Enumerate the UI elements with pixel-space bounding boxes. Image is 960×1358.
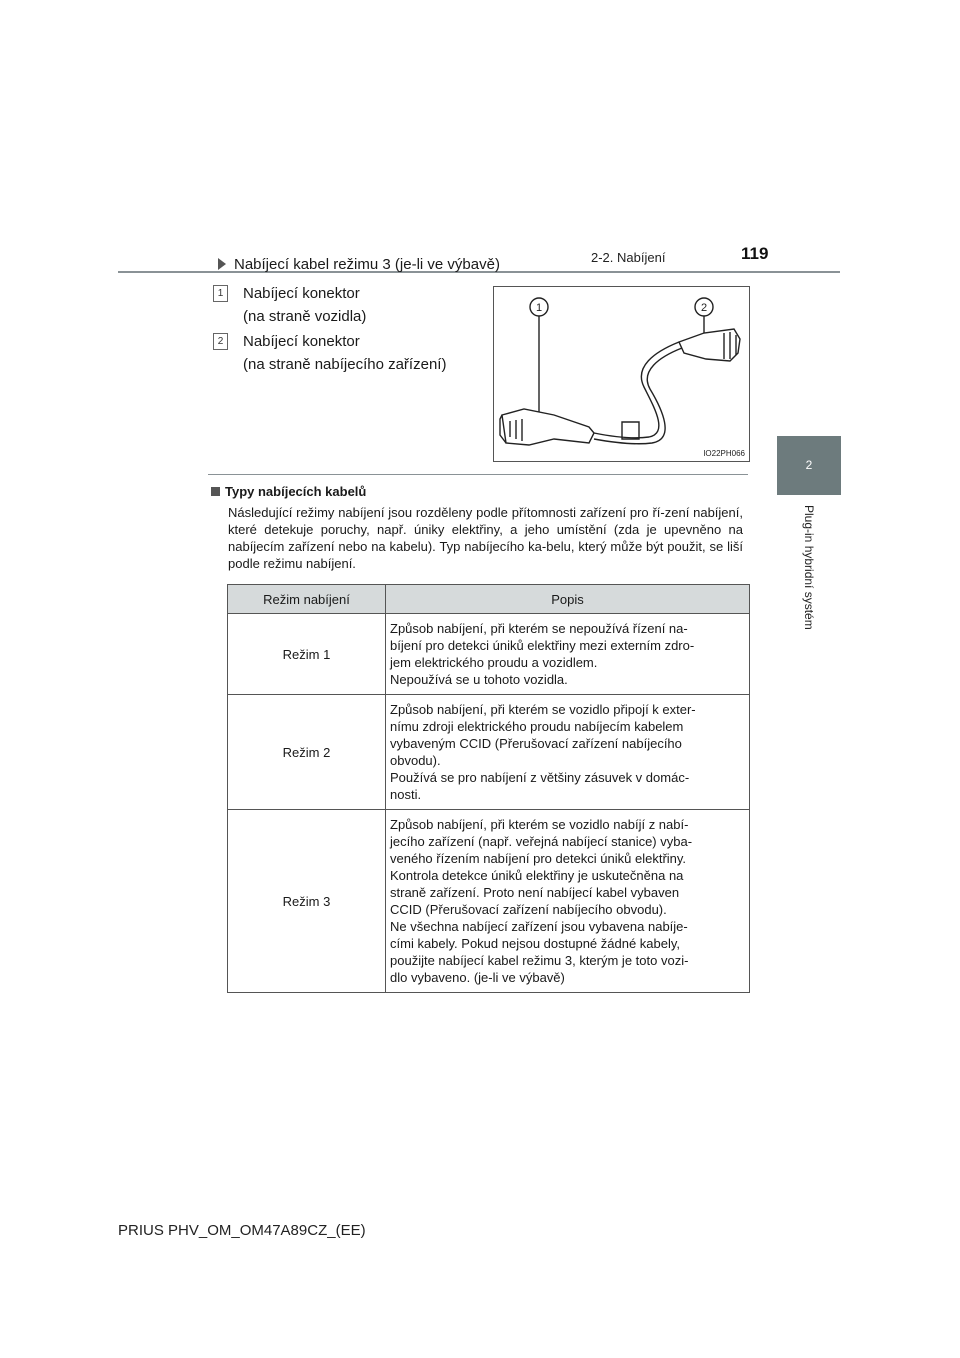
description-line: dlo vybaveno. (je-li ve výbavě) [390,970,565,985]
description-line: nosti. [390,787,422,802]
station-connector-body [679,329,740,361]
section-paragraph: Následující režimy nabíjení jsou rozděleny podle přítomnosti zařízení pro ří-zení nabíjení, které detekuje poruchy, např. úniky elektřiny, a jeho umístění (zda je upevněno na nabíjecím zařízení nebo na kabelu). Typ nabíjecího ka-belu, který může být použit, se liší podle režimu nabíjení. [228,505,743,571]
section-divider [208,474,748,475]
figure-code: IO22PH066 [703,449,745,458]
callout-1-line-1: Nabíjecí konektor [243,285,360,302]
square-bullet-icon [211,487,220,496]
table-header-row [228,585,750,614]
chapter-tab[interactable] [777,436,841,495]
cable-line-inner [594,348,682,444]
figure-marker-2: 2 [700,302,708,314]
chapter-title-vertical [783,505,835,665]
mode-cell: Režim 1 [228,614,386,695]
chapter-title-text: Plug-in hybridní systém [802,505,816,630]
description-line: Kontrola detekce úniků elektřiny je uskutečněna na [390,868,684,883]
callout-2-line-2: (na straně nabíjecího zařízení) [243,356,447,373]
section-title-text: Typy nabíjecích kabelů [225,484,367,499]
description-line: jem elektrického proudu a vozidlem. [390,655,598,670]
description-cell [386,614,750,695]
description-line: obvodu). [390,753,441,768]
cable-heading [218,256,500,273]
description-line: Používá se pro nabíjení z většiny zásuvek v domác- [390,770,690,785]
description-line: straně zařízení. Proto není nabíjecí kabel vybaven [390,885,680,900]
callout-number-2: 2 [213,333,228,350]
description-line: cími kabely. Pokud nejsou dostupné žádné kabely, [390,936,681,951]
description-cell [386,695,750,810]
description-line: jecího zařízení (např. veřejná nabíjecí stanice) vyba- [390,834,693,849]
description-line: použijte nabíjecí kabel režimu 3, kterým je toto vozi- [390,953,689,968]
description-line: Způsob nabíjení, při kterém se vozidlo připojí k exter- [390,702,696,717]
page-number: 119 [741,244,769,263]
description-line: Způsob nabíjení, při kterém se vozidlo nabíjí z nabí- [390,817,689,832]
table-row [228,695,750,810]
description-cell [386,810,750,993]
footer-doc-code: PRIUS PHV_OM_OM47A89CZ_(EE) [118,1222,366,1239]
table-header-mode: Režim nabíjení [228,585,386,614]
figure-marker-1: 1 [535,302,543,314]
description-line: vybaveným CCID (Přerušovací zařízení nabíjecího [390,736,682,751]
mode-cell: Režim 3 [228,810,386,993]
description-line: nímu zdroji elektrického proudu nabíjecím kabelem [390,719,684,734]
description-line: Způsob nabíjení, při kterém se nepoužívá řízení na- [390,621,688,636]
section-title [211,484,366,499]
triangle-bullet-icon [218,258,226,270]
description-line: bíjení pro detekci úniků elektřiny mezi externím zdro- [390,638,695,653]
mode-cell: Režim 2 [228,695,386,810]
callout-number-1: 1 [213,285,228,302]
table-row [228,614,750,695]
header-section-title: 2-2. Nabíjení [591,250,666,265]
cable-line-outer [594,342,679,438]
description-line: CCID (Přerušovací zařízení nabíjecího obvodu). [390,902,667,917]
table-header-description: Popis [386,585,750,614]
charging-cable-illustration [493,286,750,462]
callout-1-line-2: (na straně vozidla) [243,308,367,325]
table-row [228,810,750,993]
description-line: veného řízením nabíjení pro detekci úniků elektřiny. [390,851,687,866]
description-line: Nepoužívá se u tohoto vozidla. [390,672,568,687]
charging-modes-table [227,584,750,993]
chapter-number: 2 [805,458,813,472]
cable-heading-text: Nabíjecí kabel režimu 3 (je-li ve výbavě) [234,256,500,273]
cable-box [622,422,639,439]
cable-drawing [494,287,749,461]
callout-2-line-1: Nabíjecí konektor [243,333,360,350]
description-line: Ne všechna nabíjecí zařízení jsou vybavena nabíje- [390,919,688,934]
